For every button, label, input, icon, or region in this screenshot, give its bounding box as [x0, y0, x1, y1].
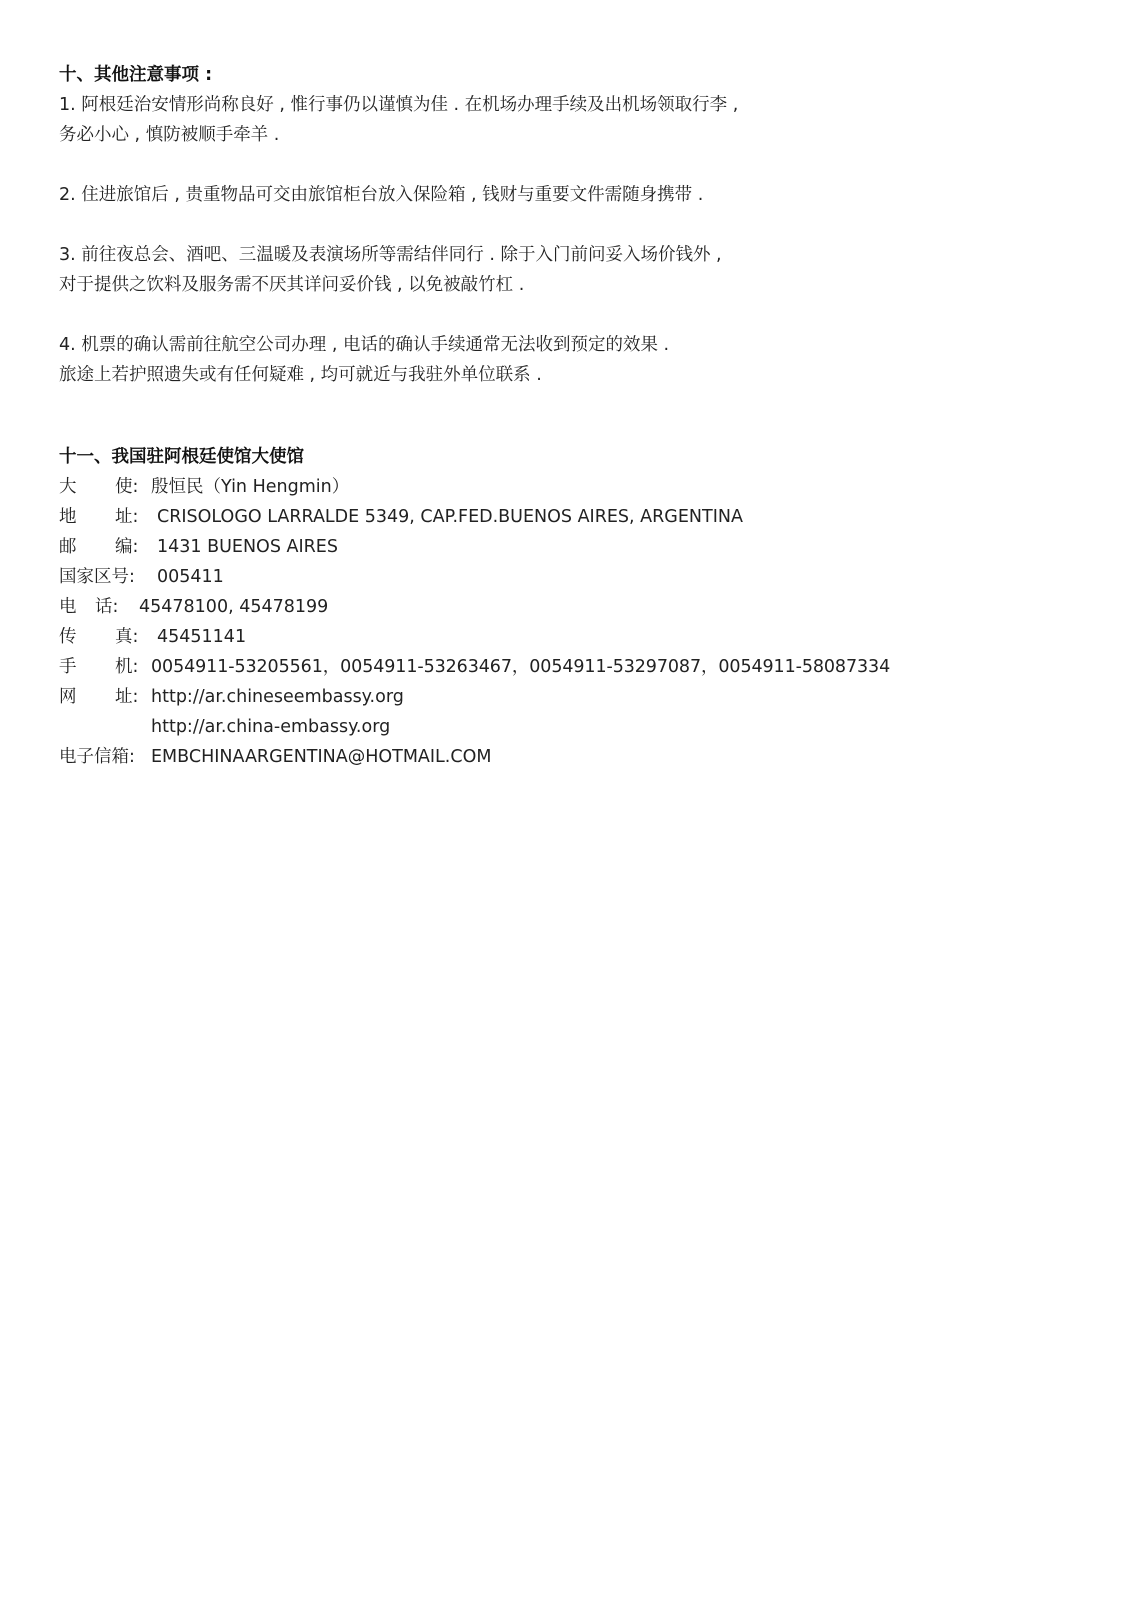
- email-label: 电子信箱:: [59, 747, 135, 767]
- country-code-value: 005411: [157, 567, 224, 587]
- notice-item-3-line-1: 3. 前往夜总会、酒吧、三温暖及表演场所等需结伴同行 . 除于入门前问妥入场价钱外 ,: [59, 245, 722, 265]
- website-label-char-1: 网: [59, 687, 77, 707]
- notice-item-3-line-2: 对于提供之饮料及服务需不厌其详问妥价钱 , 以免被敲竹杠 .: [59, 275, 525, 295]
- country-code-label: 国家区号:: [59, 567, 135, 587]
- notice-item-4-line-2: 旅途上若护照遗失或有任何疑难 , 均可就近与我驻外单位联系 .: [59, 365, 542, 385]
- mobile-label-char-2: 机:: [115, 657, 139, 677]
- ambassador-label-char-2: 使:: [115, 477, 139, 497]
- address-value: CRISOLOGO LARRALDE 5349, CAP.FED.BUENOS AIRES, ARGENTINA: [157, 507, 743, 527]
- notice-item-1-line-1: 1. 阿根廷治安情形尚称良好 , 惟行事仍以谨慎为佳 . 在机场办理手续及出机场领取行李 ,: [59, 95, 739, 115]
- section-10-heading: 十、其他注意事项 :: [59, 65, 213, 85]
- notice-item-2-line-1: 2. 住进旅馆后 , 贵重物品可交由旅馆柜台放入保险箱 , 钱财与重要文件需随身携带 .: [59, 185, 704, 205]
- notice-item-4-line-1: 4. 机票的确认需前往航空公司办理 , 电话的确认手续通常无法收到预定的效果 .: [59, 335, 670, 355]
- notice-item-1-line-2: 务必小心 , 慎防被顺手牵羊 .: [59, 125, 280, 145]
- postcode-label-char-2: 编:: [115, 537, 139, 557]
- mobile-value: 0054911-53205561，0054911-53263467，0054911-53297087，0054911-58087334: [151, 657, 891, 677]
- website-link-1[interactable]: http://ar.chineseembassy.org: [151, 687, 404, 707]
- phone-label-char-1: 电: [59, 597, 77, 617]
- website-link-2[interactable]: http://ar.china-embassy.org: [151, 717, 391, 737]
- address-label-char-1: 地: [59, 507, 77, 527]
- email-link[interactable]: EMBCHINAARGENTINA@HOTMAIL.COM: [151, 747, 492, 767]
- address-label-char-2: 址:: [115, 507, 139, 527]
- postcode-value: 1431 BUENOS AIRES: [157, 537, 338, 557]
- phone-value: 45478100, 45478199: [139, 597, 329, 617]
- section-11-heading: 十一、我国驻阿根廷使馆大使馆: [59, 447, 304, 467]
- mobile-label-char-1: 手: [59, 657, 77, 677]
- fax-label-char-1: 传: [59, 627, 77, 647]
- phone-label-char-2: 话:: [95, 597, 119, 617]
- ambassador-label-char-1: 大: [59, 477, 77, 497]
- fax-value: 45451141: [157, 627, 247, 647]
- postcode-label-char-1: 邮: [59, 537, 77, 557]
- ambassador-value: 殷恒民（Yin Hengmin）: [151, 477, 350, 497]
- website-label-char-2: 址:: [115, 687, 139, 707]
- fax-label-char-2: 真:: [115, 627, 139, 647]
